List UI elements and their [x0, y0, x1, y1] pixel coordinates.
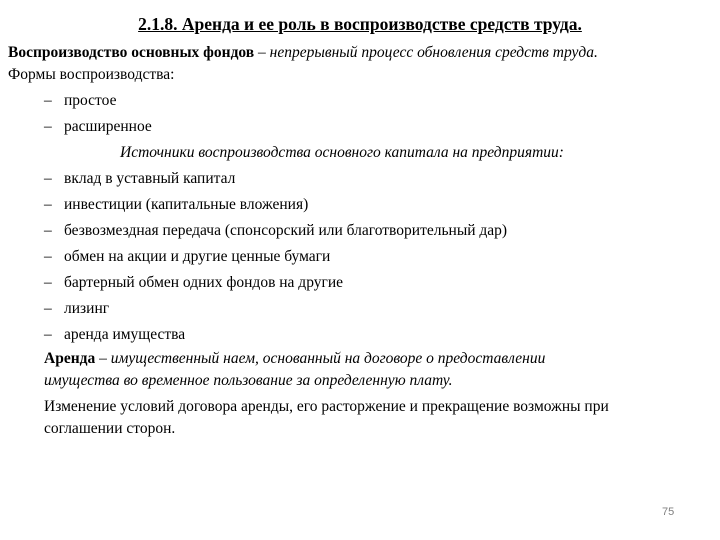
lease-definition-line1 — [44, 348, 545, 370]
lease-text-line1: имущественный наем, основанный на договоре о предоставлении — [110, 350, 546, 367]
page-title: 2.1.8. Аренда и ее роль в воспроизводстве средств труда. — [138, 14, 582, 34]
list-dash: – — [44, 222, 52, 239]
list-item: аренда имущества — [64, 326, 186, 343]
change-paragraph-line2: соглашении сторон. — [44, 420, 176, 437]
lease-text-line2: имущества во временное пользование за определенную плату. — [44, 372, 453, 389]
list-item: лизинг — [64, 300, 110, 317]
list-item: вклад в уставный капитал — [64, 170, 236, 187]
list-dash: – — [44, 118, 52, 135]
list-item: простое — [64, 92, 117, 109]
list-dash: – — [44, 274, 52, 291]
definition-separator: – — [254, 44, 270, 61]
definition-text: непрерывный процесс обновления средств труда. — [269, 44, 598, 61]
lease-separator: – — [95, 350, 111, 367]
list-dash: – — [44, 300, 52, 317]
list-dash: – — [44, 326, 52, 343]
list-item: расширенное — [64, 118, 152, 135]
list-item: безвозмездная передача (спонсорский или благотворительный дар) — [64, 222, 508, 239]
page-number: 75 — [662, 506, 675, 518]
list-item: инвестиции (капитальные вложения) — [64, 196, 309, 213]
sources-heading: Источники воспроизводства основного капитала на предприятии: — [120, 144, 564, 161]
list-dash: – — [44, 196, 52, 213]
forms-heading: Формы воспроизводства: — [8, 66, 175, 83]
list-item: обмен на акции и другие ценные бумаги — [64, 248, 331, 265]
list-dash: – — [44, 248, 52, 265]
list-item: бартерный обмен одних фондов на другие — [64, 274, 344, 291]
list-dash: – — [44, 92, 52, 109]
change-paragraph-line1: Изменение условий договора аренды, его расторжение и прекращение возможны при — [44, 398, 609, 415]
definition-term: Воспроизводство основных фондов — [8, 44, 255, 61]
definition-line — [8, 42, 598, 64]
lease-term: Аренда — [44, 350, 96, 367]
list-dash: – — [44, 170, 52, 187]
